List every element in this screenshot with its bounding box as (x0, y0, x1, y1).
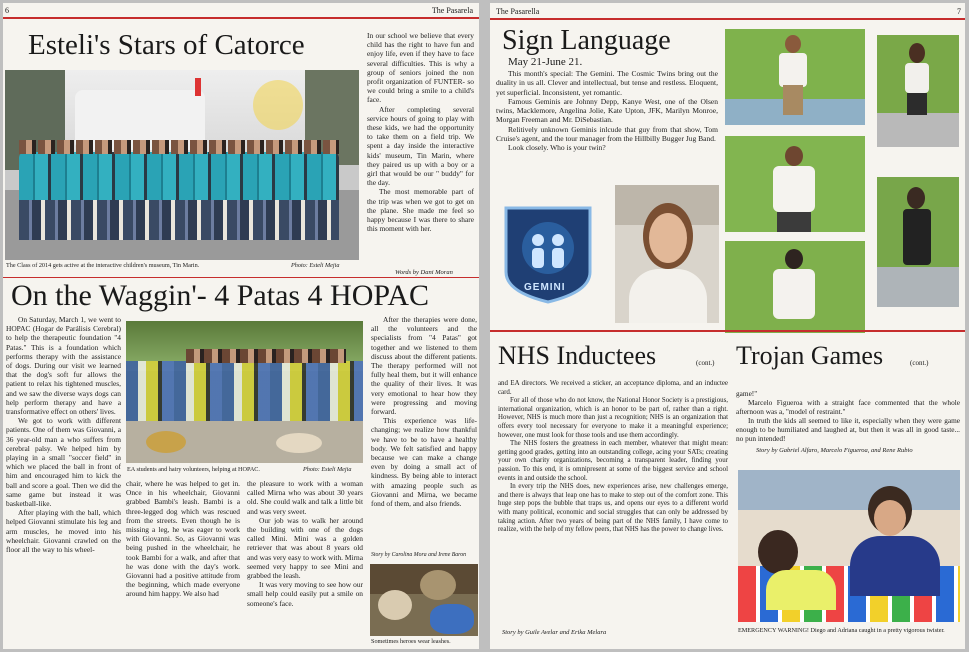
paragraph: This month's special: The Gemini. The Cosmic Twins bring out the duality in us all. Clever and intellectual, but tense and restless. Eloquent, yet superficial. Inconsistent, yet romantic. (496, 69, 718, 97)
museum-photo-caption: The Class of 2014 gets active at the interactive children's museum, Tin Marin. (6, 262, 200, 269)
dog-photo-caption: Sometimes heroes wear leashes. (371, 638, 451, 645)
article-column (6, 315, 121, 554)
article-title: Sign Language (502, 25, 671, 56)
hopac-photo-credit: Photo: Esteli Mejia (303, 466, 352, 473)
article-body (367, 31, 474, 233)
posing-woman-photo (877, 177, 959, 307)
article-title: Esteli's Stars of Catorce (28, 29, 305, 61)
article-title: NHS Inductees (498, 341, 657, 370)
paragraph: After playing with the ball, which helped Giovanni stimulate his leg and arm muscles, he moved into his wheelchair. Giovanni crawled on the floor all the way to his wheel- (6, 508, 121, 555)
byline: Words by Dani Moran (395, 269, 453, 276)
running-header: The Pasarela (431, 6, 473, 15)
running-header: The Pasarella (496, 7, 540, 16)
byline: Story by Gabriel Alfaro, Marcelo Figueroa, and Rene Rubio (756, 447, 913, 454)
paragraph: In every trip the NHS does, new experiences arise, new challenges emerge, and there is always that leap one has to make to step out of the comfort zone. This huge step pops the bubble that traps us, and opens our eyes to a different world with many political, economic and social struggles that can only be addressed by taking action. After two years of being part of the NHS family, I have come to realize, with the help of my fellow peers, that NHS has the power to change lives. (498, 483, 728, 534)
museum-group-photo (5, 70, 359, 260)
paragraph: After completing several service hours of going to play with these kids, we had the opportunity to take them on a field trip. We spent a day inside the interactive kids' museum, Tin Marin, where they paired us up with a boy or a girl that would be our " buddy" for the day. (367, 104, 474, 188)
right-page (490, 3, 965, 649)
paragraph: For all of those who do not know, the National Honor Society is a prestigious, international organization, which is an honor to be part of, rather than a right. However, NHS is much more than just a recognition; NHS is an organization that offers every tool necessary for everyone to make it a meaningful experience; however, one must look for those tools and use them accordingly. (498, 397, 728, 439)
article-body (736, 389, 960, 443)
divider (3, 277, 479, 278)
paragraph: Look closely. Who is your twin? (508, 143, 606, 153)
dog-photo (370, 564, 478, 636)
byline: Story by Guile Avelar and Erika Melara (502, 629, 607, 636)
page-number: 6 (5, 6, 9, 15)
posing-girl2-photo (725, 241, 865, 333)
article-column (126, 479, 240, 599)
paragraph: The NHS fosters the greatness in each member, whatever that might mean: getting good grades, getting into an outstanding college, acing your SATs; creating your own charity organizations, becoming a transparent leader, finding your passion. To this end, it is omnipresent at some of the biggest service and school events in and outside the school. (498, 440, 728, 482)
paragraph: We got to work with different patients. One of them was Giovanni, a 36 year-old man a who suffers from cerebral palsy. We helped him by playing in a small "soccer field" in which we placed the ball in front of him and encouraged him to kick the ball and score a goal. Then we did the same game but instead it was basketball-like. (6, 416, 121, 509)
museum-photo-credit: Photo: Esteli Mejia (291, 262, 340, 269)
paragraph: Our job was to walk her around the building with one of the dogs called Mini. Mini was a golden retriever that was about 8 years old and was very easy to work with. Mirna seemed very happy to see Mini and grabbed the leash. (247, 515, 363, 581)
byline: Story by Carolina Mora and Irene Baron (371, 552, 466, 558)
article-title: On the Waggin'- 4 Patas 4 HOPAC (11, 279, 429, 312)
paragraph: Relitively unknown Geminis inlcude that guy from that show, Tom Cruise's agent, and the tour manager from the Hillbilly Bugger Jug Band. (496, 124, 718, 144)
paragraph: The most memorable part of the trip was when we got to get on the plane. She made me feel so happy because I was there to share this moment with her. (367, 187, 474, 234)
article-title: Trojan Games (736, 341, 884, 370)
article-body (498, 380, 728, 535)
continued-label: (cont.) (696, 359, 715, 367)
paragraph: game!" (736, 389, 758, 398)
article-column (247, 479, 363, 608)
paragraph: After the therapies were done, all the volunteers and the specialists from "4 Patas" got together and we listened to them discuss about the different patients. The therapy performed will not fully heal them, but it will enhance the quality of their lives. It was very emotional to hear how they were progressing and moving forward. (371, 315, 477, 417)
posing-girl-photo (877, 35, 959, 147)
paragraph: It was very moving to see how our small help could easily put a smile on someone's face. (247, 580, 363, 608)
zodiac-dates: May 21-June 21. (508, 56, 583, 68)
twister-photo (738, 470, 960, 622)
paragraph: In our school we believe that every child has the right to have fun and enjoy life, even if they have to face several difficulties. This is why a group of seniors joined the non profit organization of FUNTER- so we could bring a smile to a child's face. (367, 31, 474, 105)
article-body (496, 69, 718, 153)
paragraph: and EA directors. We received a sticker, an acceptance diploma, and an inductee card. (498, 380, 728, 396)
page-number: 7 (957, 7, 961, 16)
paragraph: Famous Geminis are Johnny Depp, Kanye West, one of the Olsen twins, Macklemore, Angelina Jolie, Kate Upton, JFK, Marilyn Monroe, Morgan Freeman and Mr. DiSebastian. (496, 96, 718, 125)
gemini-badge-label: GEMINI (524, 282, 566, 293)
paragraph: chair, where he was helped to get in. Once in his wheelchair, Giovanni grabbed Bambi's leash. Bambi is a three-legged dog which was rescued from the streets. Even though he is missing a leg, he was eager to work with Giovanni. So, as Giovanni was being pushed in the wheelchair, he took Bambi for a walk, and after that he was done with the day's work. Giovanni had a positive attitude from the beginning, which made everyone around him happy. We also had (126, 479, 240, 599)
paragraph: Marcelo Figueroa with a straight face commented that the whole afternoon was a, "model of restraint." (736, 398, 960, 416)
header-rule (3, 17, 479, 19)
posing-boy-photo (725, 29, 865, 125)
posing-man-photo (725, 136, 865, 232)
header-rule (490, 18, 965, 20)
girl-portrait-photo (615, 185, 719, 323)
hopac-photo (126, 321, 363, 463)
paragraph: the pleasure to work with a woman called Mirna who was about 30 years old. She could walk and talk a little bit and was very sweet. (247, 479, 363, 516)
divider (490, 330, 965, 332)
hopac-photo-caption: EA students and hairy volunteers, helping at HOPAC. (127, 466, 260, 473)
paragraph: On Saturday, March 1, we went to HOPAC (Hogar de Parálisis Cerebral) to help the therapeutic foundation "4 Patas." This is a foundation which performs therapy with the assistance of dogs. During our visit we learned that the dog's soft fur allows the patient to relax his tightened muscles, and we saw the diverse ways dogs can help perform therapy and have a transformative effect on others' lives. (6, 315, 121, 417)
paragraph: In truth the kids all seemed to like it, especially when they were game enough to be humiliated and laughed at, but then it was all in good taste... no pun intended! (736, 416, 960, 443)
article-column (371, 315, 477, 508)
twister-photo-caption: EMERGENCY WARNING! Diego and Adriana caught in a pretty vigorous twister. (738, 627, 945, 634)
continued-label: (cont.) (910, 359, 929, 367)
paragraph: This experience was life-changing; we realize how thankful we have to be to have a healthy body. We felt satisfied and happy because we can make a change even by doing a small act of kindness. By being able to interact with amazing people such as Giovanni and Mirna, we became fond of them, and also friends. (371, 416, 477, 509)
left-page (3, 3, 479, 649)
